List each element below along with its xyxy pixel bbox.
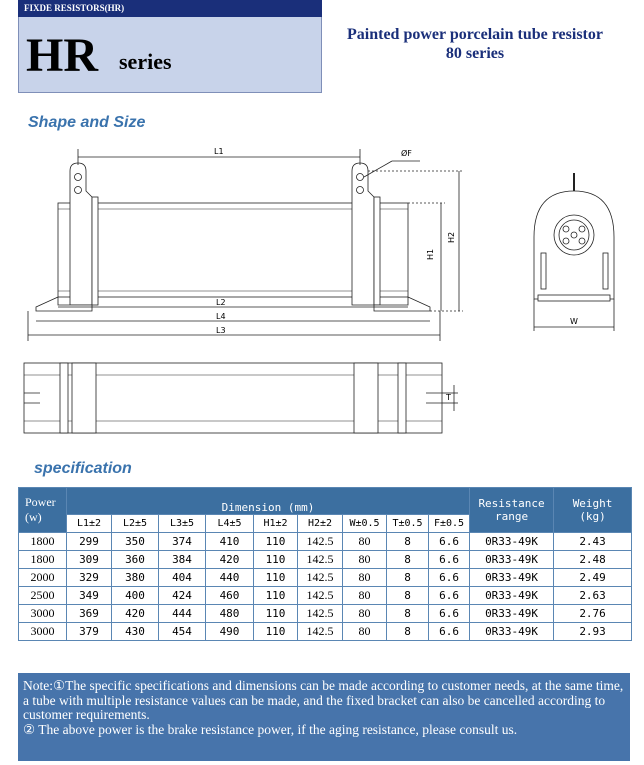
table-cell-l3: 454 <box>159 623 206 641</box>
series-word: series <box>119 49 172 74</box>
table-cell-l1: 299 <box>67 533 112 551</box>
table-cell-weight: 2.76 <box>554 605 632 623</box>
table-row <box>19 569 632 587</box>
header-tag: FIXDE RESISTORS(HR) <box>18 0 322 17</box>
table-cell-l2: 400 <box>112 587 159 605</box>
table-cell-t: 8 <box>387 551 429 569</box>
table-cell-h1: 110 <box>254 587 298 605</box>
left-bracket <box>70 163 92 305</box>
section-title-shape: Shape and Size <box>28 114 146 131</box>
table-cell-w: 80 <box>343 605 387 623</box>
section-title-spec: specification <box>34 460 132 477</box>
power-header: Power (w) <box>19 488 67 533</box>
table-cell-power: 3000 <box>19 623 67 641</box>
table-cell-l1: 309 <box>67 551 112 569</box>
label-H1: H1 <box>426 248 435 260</box>
table-cell-w: 80 <box>343 623 387 641</box>
label-F: ØF <box>401 149 412 158</box>
table-cell-power: 1800 <box>19 551 67 569</box>
subheader-cell: L4±5 <box>206 515 254 533</box>
table-row <box>19 551 632 569</box>
table-cell-l2: 430 <box>112 623 159 641</box>
table-row <box>19 533 632 551</box>
table-cell-power: 1800 <box>19 533 67 551</box>
table-cell-l1: 329 <box>67 569 112 587</box>
subheader-cell: L3±5 <box>159 515 206 533</box>
table-cell-l4: 420 <box>206 551 254 569</box>
label-L1: L1 <box>214 147 224 156</box>
subheader-cell: T±0.5 <box>387 515 429 533</box>
note-box <box>18 673 630 761</box>
table-cell-l4: 490 <box>206 623 254 641</box>
table-cell-f: 6.6 <box>429 623 470 641</box>
table-cell-range: 0R33-49K <box>470 587 554 605</box>
subheader-cell: L1±2 <box>67 515 112 533</box>
table-cell-l3: 444 <box>159 605 206 623</box>
table-cell-f: 6.6 <box>429 533 470 551</box>
table-cell-l2: 350 <box>112 533 159 551</box>
table-cell-l1: 379 <box>67 623 112 641</box>
table-cell-l3: 374 <box>159 533 206 551</box>
table-cell-l4: 460 <box>206 587 254 605</box>
range-header: Resistance range <box>470 488 554 533</box>
table-cell-range: 0R33-49K <box>470 605 554 623</box>
table-cell-t: 8 <box>387 569 429 587</box>
product-title-line1: Painted power porcelain tube resistor <box>347 26 603 43</box>
table-cell-l3: 404 <box>159 569 206 587</box>
table-cell-l4: 480 <box>206 605 254 623</box>
table-cell-w: 80 <box>343 587 387 605</box>
table-cell-h1: 110 <box>254 623 298 641</box>
subheader-cell: H1±2 <box>254 515 298 533</box>
dimension-drawing <box>0 135 644 450</box>
table-cell-power: 3000 <box>19 605 67 623</box>
table-cell-power: 2500 <box>19 587 67 605</box>
table-cell-range: 0R33-49K <box>470 551 554 569</box>
spec-table <box>18 487 632 641</box>
table-cell-l1: 369 <box>67 605 112 623</box>
table-cell-range: 0R33-49K <box>470 533 554 551</box>
table-cell-weight: 2.63 <box>554 587 632 605</box>
table-cell-h1: 110 <box>254 605 298 623</box>
product-title <box>322 25 628 63</box>
table-cell-h2: 142.5 <box>298 533 343 551</box>
table-cell-power: 2000 <box>19 569 67 587</box>
table-cell-l3: 384 <box>159 551 206 569</box>
label-T: T <box>446 393 451 402</box>
table-cell-weight: 2.43 <box>554 533 632 551</box>
label-H2: H2 <box>447 231 456 243</box>
table-cell-f: 6.6 <box>429 587 470 605</box>
table-cell-l2: 360 <box>112 551 159 569</box>
table-cell-t: 8 <box>387 587 429 605</box>
subheader-cell: W±0.5 <box>343 515 387 533</box>
table-cell-w: 80 <box>343 551 387 569</box>
note-line-1: Note:①The specific specifications and dimensions can be made according to customer needs, at the same time, a tube with multiple resistance values can be made, and the fixed bracket can also be cancelled according to customer requirements. <box>23 678 624 722</box>
table-cell-h2: 142.5 <box>298 569 343 587</box>
table-cell-h2: 142.5 <box>298 587 343 605</box>
table-row <box>19 605 632 623</box>
table-cell-h1: 110 <box>254 551 298 569</box>
table-cell-h2: 142.5 <box>298 623 343 641</box>
table-cell-w: 80 <box>343 533 387 551</box>
subheader-cell: F±0.5 <box>429 515 470 533</box>
label-L4: L4 <box>216 312 226 321</box>
table-cell-f: 6.6 <box>429 569 470 587</box>
table-cell-h1: 110 <box>254 533 298 551</box>
table-header-row <box>19 488 632 515</box>
table-row <box>19 623 632 641</box>
model-name: HR <box>26 29 98 82</box>
table-row <box>19 587 632 605</box>
table-cell-l4: 410 <box>206 533 254 551</box>
note-line-2: ② The above power is the brake resistance power, if the aging resistance, please consult us. <box>23 721 518 737</box>
table-cell-h1: 110 <box>254 569 298 587</box>
table-cell-weight: 2.48 <box>554 551 632 569</box>
label-L2: L2 <box>216 298 226 307</box>
table-cell-t: 8 <box>387 533 429 551</box>
table-cell-weight: 2.93 <box>554 623 632 641</box>
table-cell-l2: 420 <box>112 605 159 623</box>
table-cell-range: 0R33-49K <box>470 569 554 587</box>
weight-header: Weight (kg) <box>554 488 632 533</box>
subheader-cell: L2±5 <box>112 515 159 533</box>
table-cell-h2: 142.5 <box>298 551 343 569</box>
table-cell-f: 6.6 <box>429 605 470 623</box>
table-cell-l4: 440 <box>206 569 254 587</box>
table-cell-weight: 2.49 <box>554 569 632 587</box>
right-bracket <box>352 163 374 305</box>
table-cell-t: 8 <box>387 623 429 641</box>
table-cell-l3: 424 <box>159 587 206 605</box>
table-cell-f: 6.6 <box>429 551 470 569</box>
label-L3: L3 <box>216 326 226 335</box>
table-cell-range: 0R33-49K <box>470 623 554 641</box>
table-cell-w: 80 <box>343 569 387 587</box>
product-title-line2: 80 series <box>445 45 505 62</box>
subheader-cell: H2±2 <box>298 515 343 533</box>
dimension-header: Dimension (mm) <box>67 488 470 515</box>
table-cell-l2: 380 <box>112 569 159 587</box>
table-cell-l1: 349 <box>67 587 112 605</box>
table-cell-h2: 142.5 <box>298 605 343 623</box>
table-cell-t: 8 <box>387 605 429 623</box>
label-W: W <box>570 317 578 326</box>
